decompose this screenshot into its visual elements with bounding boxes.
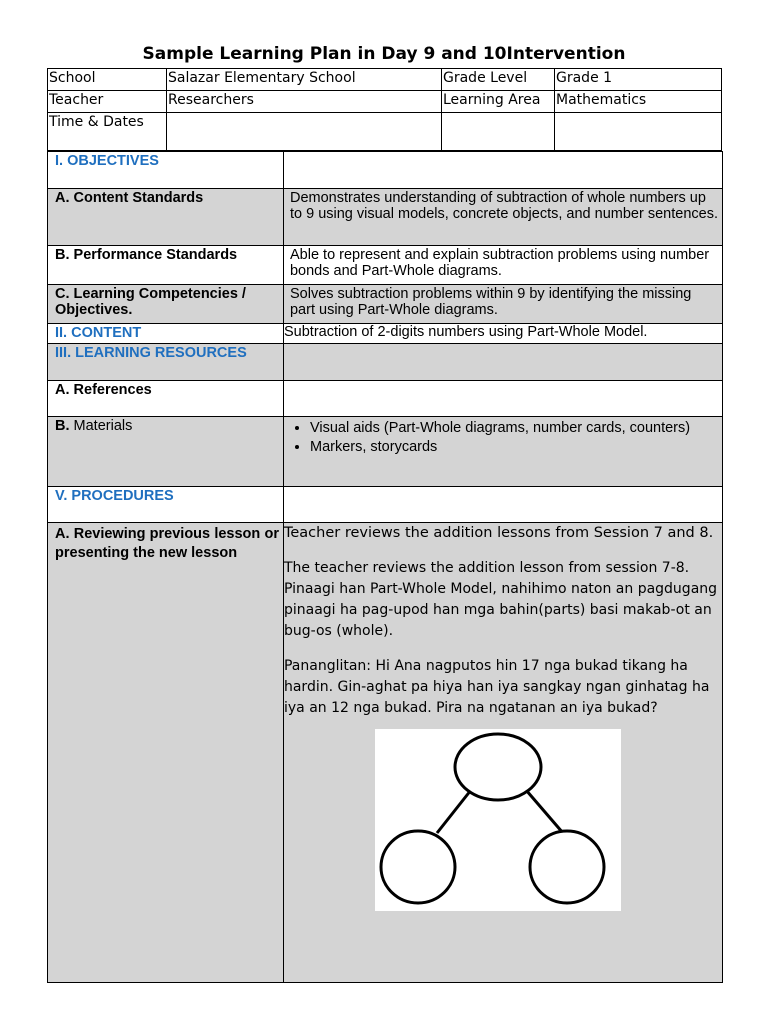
time-dates-extra-1 [442,113,555,151]
resources-heading: III. LEARNING RESOURCES [48,344,284,381]
content-standards-label: A. Content Standards [48,189,284,246]
performance-standards-text: Able to represent and explain subtraction problems using number bonds and Part-Whole diagrams. [283,246,722,285]
review-paragraph-2: Pananglitan: Hi Ana nagputos hin 17 nga bukad tikang ha hardin. Gin-aghat pa hiya han iya sangkay ngan ginhatag ha iya an 12 nga bukad. Pira na ngatanan an iya bukad? [283,658,710,716]
part-circle-left [381,831,455,903]
left-connector [437,790,471,833]
procedures-heading: V. PROCEDURES [48,487,284,523]
page-title: Sample Learning Plan in Day 9 and 10Intervention [142,44,626,64]
grade-level-label: Grade Level [442,69,555,91]
list-item: • Visual aids (Part-Whole diagrams, number cards, counters) [310,419,718,438]
teacher-value: Researchers [167,91,442,113]
part-whole-diagram-svg [375,729,621,911]
review-content [283,523,722,983]
objectives-heading: I. OBJECTIVES [48,152,284,189]
materials-list [283,417,722,487]
grade-level-value: Grade 1 [555,69,722,91]
review-line: Teacher reviews the addition lessons from Session 7 and 8. [283,525,714,541]
right-connector [526,790,563,833]
performance-standards-label: B. Performance Standards [48,246,284,285]
competencies-text: Solves subtraction problems within 9 by identifying the missing part using Part-Whole diagrams. [283,285,722,324]
time-dates-extra-2 [555,113,722,151]
header-table [47,68,722,151]
school-value: Salazar Elementary School [167,69,442,91]
content-heading: II. CONTENT [48,324,284,344]
list-item: • Markers, storycards [310,438,718,457]
materials-label: B. Materials [48,417,284,487]
content-text: Subtraction of 2-digits numbers using Part-Whole Model. [283,324,722,344]
part-circle-right [530,831,604,903]
time-dates-value [167,113,442,151]
time-dates-label: Time & Dates [48,113,167,151]
plan-table [47,151,723,983]
content-standards-text: Demonstrates understanding of subtraction of whole numbers up to 9 using visual models, concrete objects, and number sentences. [283,189,722,246]
learning-area-value: Mathematics [555,91,722,113]
whole-circle [455,734,541,800]
review-label: A. Reviewing previous lesson or presenting the new lesson [48,523,284,983]
part-whole-diagram [375,729,621,911]
competencies-label: C. Learning Competencies / Objectives. [48,285,284,324]
school-label: School [48,69,167,91]
references-label: A. References [48,381,284,417]
review-paragraph-1: The teacher reviews the addition lesson from session 7-8. Pinaagi han Part-Whole Model, nahihimo naton an pagdugang pinaagi ha pag-upod han mga bahin(parts) basi makab-ot an bug-os (whole). [283,560,718,639]
learning-area-label: Learning Area [442,91,555,113]
teacher-label: Teacher [48,91,167,113]
